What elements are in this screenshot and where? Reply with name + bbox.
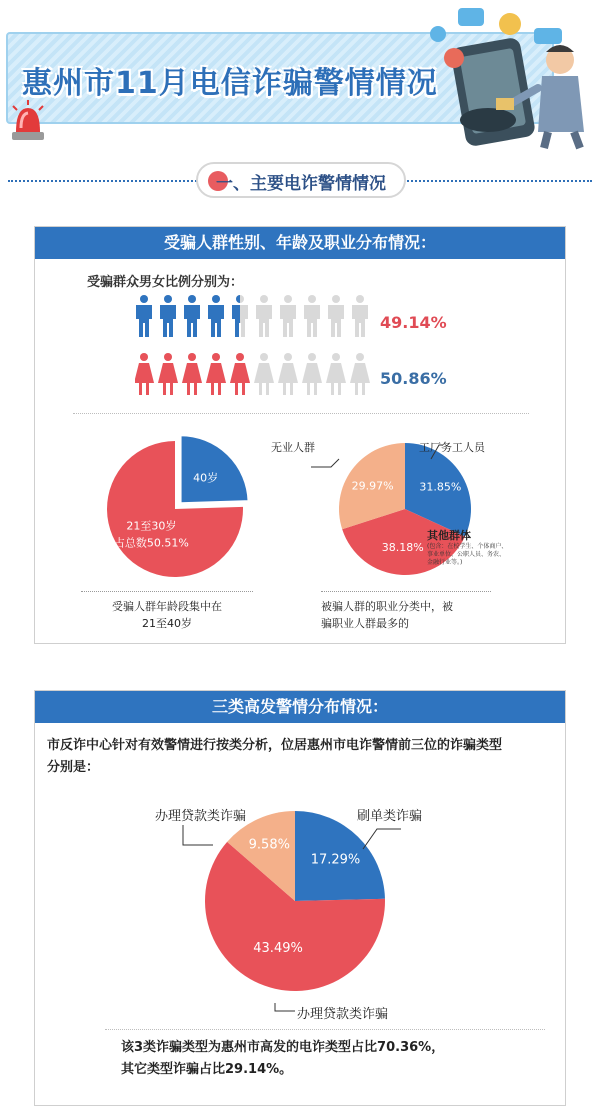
fraud-types-pie-chart [135,791,465,1021]
age-caption: 受骗人群年龄段集中在 21至40岁 [81,591,253,632]
fraud-label-brushing: 刷单类诈骗 [357,809,423,824]
siren-icon [8,98,48,142]
gender-intro: 受骗群众男女比例分别为： [87,275,244,290]
female-icon [158,353,178,395]
occupation-caption: 被骗人群的职业分类中，被 骗职业人群最多的 [321,591,491,632]
demographics-panel [34,226,566,644]
occupation-label-other: 其他群体 [427,529,471,542]
fraud-types-conclusion: 该3类诈骗类型为惠州市高发的电诈类型占比70.36%， 其它类型诈骗占比29.14%。 [121,1040,445,1077]
demographics-panel-title: 受骗人群性别、年龄及职业分布情况： [35,227,565,259]
female-icon-empty [350,353,370,395]
female-icon [206,353,226,395]
female-icon [182,353,202,395]
male-icon [136,295,152,337]
fraud-types-intro: 市反诈中心针对有效警情进行按类分析，位居惠州市电诈警情前三位的诈骗类型 分别是： [47,738,503,775]
male-icon-empty [352,295,368,337]
female-icon-empty [326,353,346,395]
pie-slice-label: 40岁 [193,471,219,485]
female-icon-empty [278,353,298,395]
section-title: 一、主要电诈警情情况 [216,174,386,194]
thief-phone-illustration [418,2,600,150]
female-icon-empty [302,353,322,395]
male-icon [184,295,200,337]
male-icon [160,295,176,337]
male-percentage: 49.14% [380,313,447,332]
female-icon-empty [254,353,274,395]
pie-slice-label: 38.18% [381,540,424,554]
header-banner [0,0,600,150]
pie-slice [181,435,249,503]
pie-slice-label: 43.49% [253,941,303,957]
female-icon [230,353,250,395]
gender-pictogram [135,293,375,413]
section-heading [0,158,600,202]
page-title: 惠州市11月电信诈骗警情情况 [22,66,438,101]
fraud-label-loan-top: 办理贷款类诈骗 [155,809,247,824]
pie-slice-label: 29.97% [351,479,394,493]
fraud-types-panel [34,690,566,1106]
occupation-label-unemployed: 无业人群 [271,441,315,454]
section-title-pill [196,162,406,198]
female-icon [135,353,154,395]
fraud-types-panel-title: 三类高发警情分布情况： [35,691,565,723]
conclusion-divider [105,1029,545,1030]
fraud-label-loan-bottom: 办理贷款类诈骗 [297,1007,389,1022]
male-icon [208,295,224,337]
female-percentage: 50.86% [380,369,447,388]
pie-slice-label: 21至30岁占总数50.51% [113,519,189,550]
occupation-other-note: (包含：在校学生、个体商户、 事业单位、公职人员、务农、 金融行业等。) [427,543,508,566]
pie-slice-label: 17.29% [310,852,361,868]
pie-slice-label: 9.58% [248,837,290,853]
male-icon-empty [256,295,272,337]
occupation-label-factory: 工厂务工人员 [419,441,485,454]
male-icon-empty [280,295,296,337]
male-icon-empty [328,295,344,337]
age-pie-chart [71,423,271,583]
panel-divider [73,413,529,414]
pie-slice-label: 31.85% [419,480,462,494]
male-icon-empty [304,295,320,337]
